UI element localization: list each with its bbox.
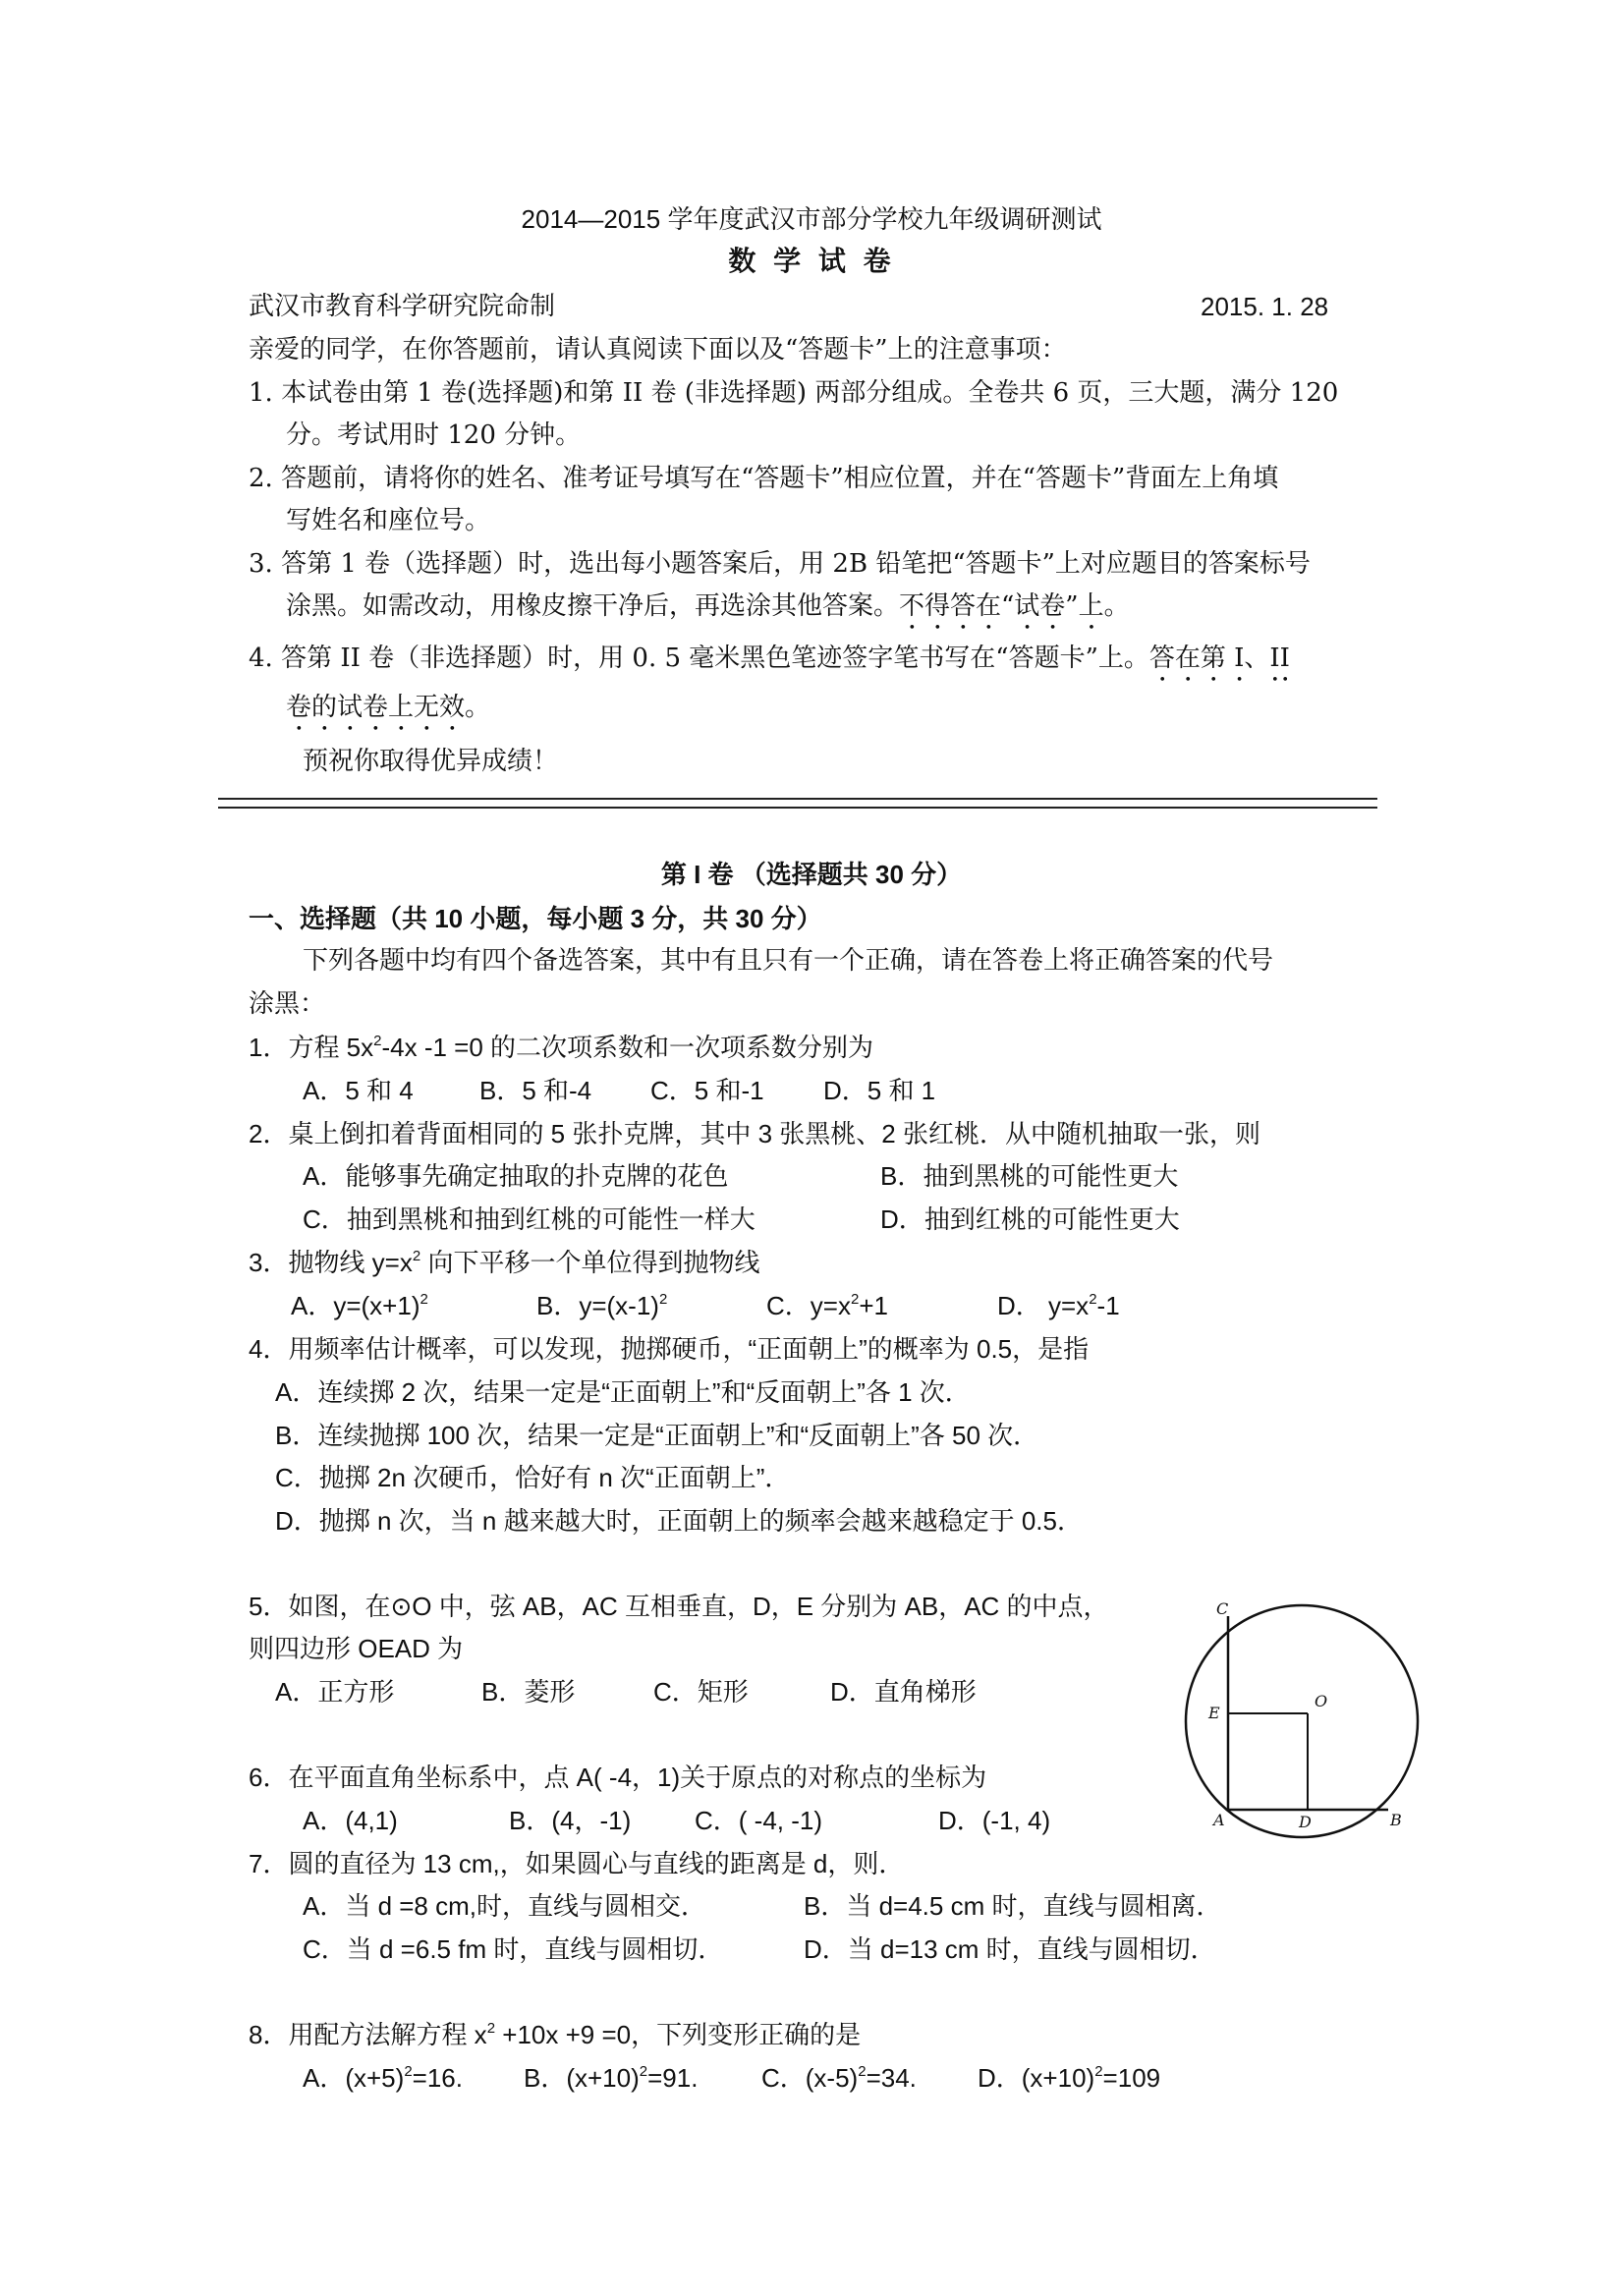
q3-a-text: A．y=(x+1) (291, 1291, 420, 1320)
q1-stem-part: 1．方程 5x (249, 1033, 374, 1062)
notice-item-4-end: 。 (465, 693, 491, 722)
label-d: D (1299, 1813, 1312, 1831)
question-3-stem (249, 1245, 759, 1280)
notice-wish: 预祝你取得优异成绩！ (303, 747, 559, 776)
q8-exponent: 2 (486, 2020, 496, 2037)
q8-option-c (761, 2060, 917, 2096)
q6-option-a: A．(4,1) (303, 1806, 398, 1835)
instruction: 下列各题中均有四个备选答案，其中有且只有一个正确，请在答卷上将正确答案的代号 (303, 946, 1274, 976)
q3-b-text: B．y=(x-1) (536, 1291, 659, 1320)
notice-item-4-text: 4. 答第 II 卷（非选择题）时，用 0. 5 毫米黑色笔迹签字笔书写在“答题卡”上。 (249, 644, 1149, 673)
q8-c-text-2: =34. (866, 2063, 917, 2093)
divider-bottom-line (218, 807, 1377, 809)
q4-option-d: D．抛掷 n 次，当 n 越来越大时，正面朝上的频率会越来越稳定于 0.5． (275, 1506, 1083, 1536)
q1-option-c: C．5 和-1 (650, 1076, 764, 1105)
label-c: C (1216, 1599, 1229, 1618)
question-6-stem: 6．在平面直角坐标系中，点 A( -4，1)关于原点的对称点的坐标为 (249, 1763, 987, 1792)
q3-stem-part: 3．抛物线 y=x (249, 1248, 413, 1277)
divider-top-line (218, 798, 1377, 800)
q4-option-b: B．连续抛掷 100 次，结果一定是“正面朝上”和“反面朝上”各 50 次． (275, 1421, 1039, 1450)
q3-option-a (291, 1288, 428, 1323)
label-a: A (1213, 1811, 1225, 1829)
notice-item-3: 3. 答第 1 卷（选择题）时，选出每小题答案后，用 2B 铅笔把“答题卡”上对应题目的答案标号 (249, 549, 1311, 579)
q3-a-exponent: 2 (420, 1291, 428, 1308)
q8-option-b (524, 2060, 698, 2096)
q2-option-d: D．抽到红桃的可能性更大 (880, 1204, 1180, 1234)
exam-title: 2014—2015 学年度武汉市部分学校九年级调研测试 (521, 204, 1102, 234)
question-1-stem (249, 1030, 873, 1065)
notice-item-3-text: 涂黑。如需改动，用橡皮擦干净后，再选涂其他答案。 (286, 591, 900, 621)
issuer: 武汉市教育科学研究院命制 (249, 292, 556, 321)
notice-item-4-cont (286, 690, 490, 737)
q3-exponent: 2 (412, 1248, 421, 1264)
notice-item-2: 2. 答题前，请将你的姓名、准考证号填写在“答题卡”相应位置，并在“答题卡”背面左上角填 (249, 464, 1279, 493)
q5-option-a: A．正方形 (275, 1677, 395, 1707)
part-title: 一、选择题（共 10 小题，每小题 3 分，共 30 分） (249, 904, 822, 933)
q4-option-a: A．连续掷 2 次，结果一定是“正面朝上”和“反面朝上”各 1 次． (275, 1377, 971, 1407)
q6-option-c: C．( -4, -1) (695, 1806, 823, 1835)
question-8-stem (249, 2017, 861, 2052)
q7-option-b: B．当 d=4.5 cm 时，直线与圆相离． (804, 1891, 1222, 1921)
q8-d-text: D．(x+10) (978, 2063, 1095, 2093)
q8-c-exponent: 2 (858, 2063, 867, 2080)
q3-option-d (997, 1288, 1120, 1323)
q8-c-text: C．(x-5) (761, 2063, 859, 2093)
q6-option-b: B．(4，-1) (509, 1806, 632, 1835)
q6-option-d: D．(-1, 4) (938, 1806, 1051, 1835)
q8-b-exponent: 2 (639, 2063, 648, 2080)
q8-d-text-2: =109 (1102, 2063, 1161, 2093)
label-o: O (1315, 1692, 1328, 1710)
q3-d-text: D． y=x (997, 1291, 1090, 1320)
q1-option-b: B．5 和-4 (479, 1076, 592, 1105)
notice-intro: 亲爱的同学，在你答题前，请认真阅读下面以及“答题卡”上的注意事项： (249, 335, 1067, 364)
question-7-stem: 7．圆的直径为 13 cm,，如果圆心与直线的距离是 d，则． (249, 1849, 905, 1878)
notice-item-3-cont (286, 588, 1130, 636)
q8-b-text: B．(x+10) (524, 2063, 640, 2093)
q8-a-text-2: =16. (412, 2063, 463, 2093)
notice-item-3-emphasis: 不得答在“试卷”上 (899, 591, 1104, 621)
q1-option-a: A．5 和 4 (303, 1076, 414, 1105)
label-b: B (1390, 1811, 1402, 1829)
question-5-stem-cont: 则四边形 OEAD 为 (249, 1634, 464, 1663)
q3-c-exponent: 2 (850, 1291, 860, 1308)
notice-item-4-emphasis: 答在第 I、II (1148, 644, 1290, 673)
q5-circle-figure (1184, 1596, 1439, 1847)
notice-item-3-end: 。 (1103, 591, 1130, 621)
q1-option-d: D．5 和 1 (823, 1076, 936, 1105)
notice-item-1-cont: 分。考试用时 120 分钟。 (286, 420, 582, 450)
exam-date: 2015. 1. 28 (1201, 292, 1329, 321)
q8-d-exponent: 2 (1094, 2063, 1103, 2080)
q2-option-a: A．能够事先确定抽取的扑克牌的花色 (303, 1161, 729, 1191)
q3-option-c (766, 1288, 888, 1323)
notice-item-2-cont: 写姓名和座位号。 (286, 506, 491, 535)
q2-option-c: C．抽到黑桃和抽到红桃的可能性一样大 (303, 1204, 756, 1234)
q3-d-text-2: -1 (1096, 1291, 1120, 1320)
volume-title: 第 I 卷 （选择题共 30 分） (660, 860, 963, 889)
q3-option-b (536, 1288, 667, 1323)
q7-option-a: A．当 d =8 cm,时，直线与圆相交． (303, 1891, 706, 1921)
q3-d-exponent: 2 (1089, 1291, 1097, 1308)
circle-o (1186, 1605, 1418, 1837)
exam-subtitle: 数 学 试 卷 (728, 245, 895, 277)
q3-c-text-2: +1 (859, 1291, 888, 1320)
q8-a-exponent: 2 (404, 2063, 413, 2080)
q8-option-a (303, 2060, 463, 2096)
notice-item-4 (249, 641, 1290, 688)
q3-c-text: C．y=x (766, 1291, 851, 1320)
q7-option-d: D．当 d=13 cm 时，直线与圆相切． (804, 1934, 1216, 1964)
q8-option-d (978, 2060, 1160, 2096)
instruction-cont: 涂黑： (249, 989, 326, 1019)
q8-a-text: A．(x+5) (303, 2063, 405, 2093)
q7-option-c: C．当 d =6.5 fm 时，直线与圆相切． (303, 1934, 724, 1964)
q1-stem-part-2: -4x -1 =0 的二次项系数和一次项系数分别为 (381, 1033, 874, 1062)
q8-stem-part-2: +10x +9 =0，下列变形正确的是 (495, 2020, 862, 2049)
q5-option-c: C．矩形 (653, 1677, 749, 1707)
q1-exponent: 2 (373, 1033, 382, 1049)
label-e: E (1208, 1704, 1220, 1722)
q8-b-text-2: =91. (647, 2063, 699, 2093)
question-4-stem: 4．用频率估计概率，可以发现，抛掷硬币，“正面朝上”的概率为 0.5，是指 (249, 1334, 1090, 1364)
notice-item-4-emphasis-2: 卷的试卷上无效 (286, 693, 466, 722)
q4-option-c: C．抛掷 2n 次硬币，恰好有 n 次“正面朝上”． (275, 1463, 791, 1492)
q2-option-b: B．抽到黑桃的可能性更大 (880, 1161, 1179, 1191)
q3-stem-part-2: 向下平移一个单位得到抛物线 (420, 1248, 760, 1277)
q3-b-exponent: 2 (658, 1291, 668, 1308)
question-2-stem: 2．桌上倒扣着背面相同的 5 张扑克牌，其中 3 张黑桃、2 张红桃．从中随机抽取一张，则 (249, 1119, 1260, 1148)
q5-option-b: B．菱形 (481, 1677, 576, 1707)
q5-option-d: D．直角梯形 (830, 1677, 977, 1707)
question-5-stem: 5．如图，在⊙O 中，弦 AB，AC 互相垂直，D，E 分别为 AB，AC 的中点， (249, 1592, 1109, 1621)
q8-stem-part: 8．用配方法解方程 x (249, 2020, 487, 2049)
notice-item-1: 1. 本试卷由第 1 卷(选择题)和第 II 卷 (非选择题) 两部分组成。全卷共 6 页，三大题，满分 120 (249, 378, 1339, 408)
